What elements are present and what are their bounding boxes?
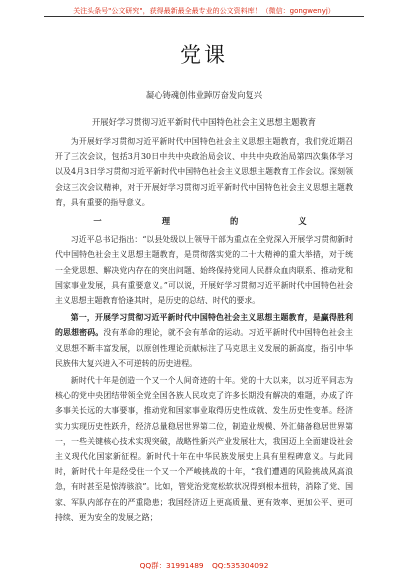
section-heading xyxy=(55,214,353,229)
document-body xyxy=(55,134,353,527)
paragraph-first-point xyxy=(55,310,353,371)
document-subtitle: 凝心铸魂创伟业踔厉奋发向复兴 xyxy=(145,90,263,100)
section-heading-part: 一 xyxy=(93,216,110,227)
paragraph-significance: 习近平总书记指出：“以县处级以上领导干部为重点在全党深入开展学习贯彻新时代中国特色社会主义思想主题教育，是贯彻落实党的二十大精神的重大举措，对于统一全党思想、解决党内存在的突出问题、始终保持党同人民群众血肉联系、推动党和国家事业发展，具有重要意义。”可以说，开展好学习贯彻习近平新时代中国特色社会主义思想主题教育恰逢其时，是历史的总结、时代的要求。 xyxy=(55,235,353,306)
paragraph-new-era: 新时代十年是创造一个又一个人间奇迹的十年。党的十大以来，以习近平同志为核心的党中央团结带领全党全国各族人民攻克了许多长期没有解决的难题，办成了许多事关长远的大事要事，推动党和国家事业取得历史性成就、发生历史性变革。经济实力实现历史性跃升，经济总量稳居世界第二位，制造业规模、外汇储备稳居世界第一，一些关键核心技术实现突破，战略性新兴产业发展壮大，我国迈上全面建设社会主义现代化国家新征程。新时代十年在中华民族发展史上具有里程碑意义。与此同时，新时代十年是经受住一个又一个严峻挑战的十年，“我们遭遇的风险挑战风高浪急，有时甚至是惊涛骇浪”。比如，管党治党宽松软状况得到根本扭转，消除了党、国家、军队内部存在的严重隐患；我国经济迈上更高质量、更有效率、更加公平、更可持续、更为安全的发展之路； xyxy=(55,376,353,522)
first-point-text: 没有革命的理论，就不会有革命的运动。习近平新时代中国特色社会主义思想不断丰富发展，以原创性理论贡献标注了马克思主义发展的新高度，指引中华民族伟大复兴进入不可逆转的历史进程。 xyxy=(55,328,353,368)
header-divider xyxy=(44,16,364,17)
section-heading-part: 理 xyxy=(161,216,178,227)
paragraph-intro: 为开展好学习贯彻习近平新时代中国特色社会主义思想主题教育，我们党近期召开了三次会议，包括3月30日中共中央政治局会议、中共中央政治局第四次集体学习以及4月3日学习贯彻习近平新时代中国特色社会主义思想主题教育工作会议。深刻领会这三次会议精神，对于开展好学习贯彻习近平新时代中国特色社会主义思想主题教育，具有重要的指导意义。 xyxy=(55,137,353,207)
document-title: 党课 xyxy=(180,43,228,67)
section-heading-part: 的 xyxy=(230,216,247,227)
contact-footer: QQ群：31991489 QQ:535304092 xyxy=(139,561,269,570)
document-heading: 开展好学习贯彻习近平新时代中国特色社会主义思想主题教育 xyxy=(91,117,317,127)
section-heading-part: 义 xyxy=(298,216,315,227)
first-point-lead: 第一，开展学习贯彻习近平新时代中国特色社会主义思想主题教育，是赢得胜利的思想密码。 xyxy=(55,313,353,338)
promo-banner[interactable]: 关注头条号"公文研究"，获得最新最全最专业的公文资料库！（微信：gongwenyj） xyxy=(73,7,335,15)
